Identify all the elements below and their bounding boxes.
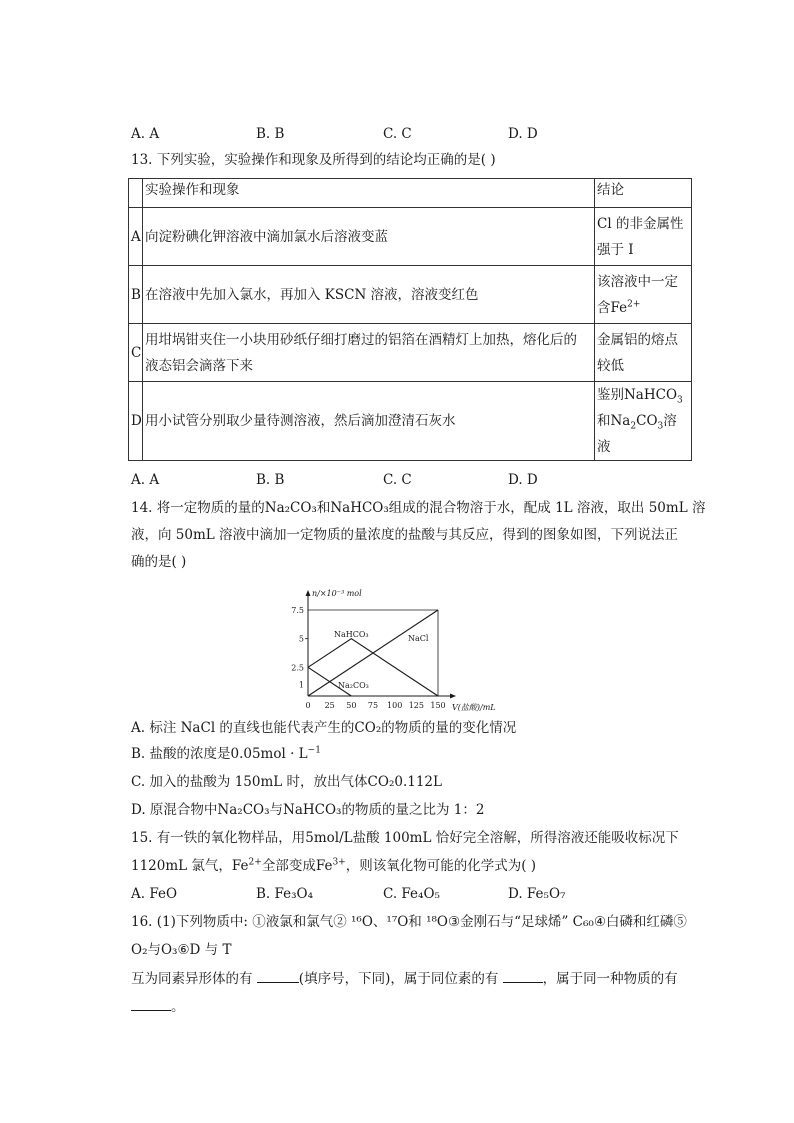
conclusion-line: 含$Fe^{2+}$ [597, 299, 641, 316]
q12-option-a[interactable]: A. A [131, 126, 160, 142]
x-axis-label: V(盐酸)/mL [452, 703, 496, 712]
chart-ticks [291, 606, 445, 710]
x-tick-label: 125 [408, 701, 424, 710]
q13-stem: 13. 下列实验，实验操作和现象及所得到的结论均正确的是( ) [131, 152, 496, 168]
conclusion-line: 较低 [597, 357, 624, 374]
row-operation: 在溶液中先加入氯水，再加入 KSCN 溶液，溶液变红色 [143, 266, 595, 324]
q12-option-d[interactable]: D. D [508, 126, 538, 142]
q15-text-c: ，则该氧化物可能的化学式为( ) [345, 858, 537, 874]
row-operation: 向淀粉碘化钾溶液中滴加氯水后溶液变蓝 [143, 208, 595, 266]
series-label-nahco3: NaHCO₃ [334, 630, 369, 639]
x-tick-label: 150 [430, 701, 446, 710]
y-axis-arrow [306, 590, 311, 596]
y-tick-label: 1 [298, 680, 304, 690]
x-tick-label: 50 [346, 701, 357, 710]
table-row [129, 324, 692, 382]
x-tick-label: 100 [387, 701, 403, 710]
q16-text-c: ，属于同一种物质的有 [542, 971, 678, 987]
q13-option-d[interactable]: D. D [508, 472, 538, 488]
row-label: B [129, 266, 143, 324]
conclusion-line: 该溶液中一定 [597, 273, 678, 290]
y-axis-label: n/×10⁻³ mol [312, 589, 362, 598]
x-tick-label: 0 [305, 701, 311, 710]
q14-option-b-text: B. 盐酸的浓度是0.05mol · L [131, 746, 308, 762]
q15-text-a: 1120mL 氯气，Fe [131, 858, 249, 874]
q15-options [131, 884, 691, 904]
table-row [129, 382, 692, 461]
row-conclusion [595, 208, 692, 266]
q16-stem-line1: 16. (1)下列物质中: ①液氯和氯气② ¹⁶O、¹⁷O和 ¹⁸O③金刚石与“足球烯” C₆₀④白磷和红磷⑤ [131, 914, 687, 930]
y-tick-label: 7.5 [291, 606, 304, 615]
x-axis-arrow [450, 694, 456, 699]
q15-stem-line1: 15. 有一铁的氧化物样品，用5mol/L盐酸 100mL 恰好完全溶解，所得溶液还能吸收标况下 [131, 830, 679, 846]
q13-option-c[interactable]: C. C [383, 472, 412, 488]
conclusion-line: 强于 I [597, 241, 634, 258]
header-operation: 实验操作和现象 [143, 179, 595, 208]
conclusion-text: 和Na [597, 413, 631, 429]
table-row [129, 208, 692, 266]
row-label: A [129, 208, 143, 266]
q13-table [128, 178, 692, 461]
row-label: C [129, 324, 143, 382]
q12-option-b[interactable]: B. B [256, 126, 285, 142]
series-line-0 [308, 639, 438, 696]
operation-line: 用坩埚钳夹住一小块用砂纸仔细打磨过的铝箔在酒精灯上加热，熔化后的 [145, 331, 577, 348]
conclusion-line: Cl 的非金属性 [597, 215, 684, 232]
q14-chart [291, 584, 506, 714]
answer-blank-allotropes[interactable] [257, 968, 299, 983]
q13-options [131, 470, 691, 490]
q14-option-c[interactable]: C. 加入的盐酸为 150mL 时，放出气体CO₂0.112L [131, 774, 442, 790]
q14-stem-line2: 液，向 50mL 溶液中滴加一定物质的量浓度的盐酸与其反应，得到的图象如图，下列说法正 [131, 527, 679, 543]
conclusion-line: 金属铝的熔点 [597, 331, 678, 348]
conclusion-line: 鉴别NaHCO$_3$ [597, 387, 683, 406]
q15-text-b: 全部变成Fe [261, 858, 333, 874]
q16-text-d: 。 [171, 999, 185, 1015]
x-tick-label: 75 [367, 701, 379, 710]
q14-option-b[interactable]: B. 盐酸的浓度是$0.05mol \cdot L^{-1}$ [131, 745, 321, 762]
y-tick-label: 5 [298, 634, 304, 644]
q15-stem-line2: 1120mL 氯气，$Fe^{2+}$全部变成$Fe^{3+}$，则该氧化物可能的化学式为( ) [131, 857, 537, 874]
x-tick-label: 25 [324, 701, 335, 710]
table-row [129, 266, 692, 324]
row-operation: 用小试管分别取少量待测溶液，然后滴加澄清石灰水 [143, 382, 595, 461]
row-operation [143, 324, 595, 382]
q15-option-c[interactable]: C. Fe₄O₅ [383, 886, 440, 902]
q12-option-c[interactable]: C. C [383, 126, 412, 142]
operation-line: 液态铝会滴落下来 [145, 357, 253, 374]
y-tick-label: 2.5 [291, 663, 304, 673]
q15-option-b[interactable]: B. Fe₃O₄ [256, 886, 314, 902]
q12-options [131, 124, 691, 144]
answer-blank-isotopes[interactable] [503, 968, 543, 983]
q14-stem-line3: 确的是( ) [131, 554, 187, 570]
q13-option-a[interactable]: A. A [131, 472, 160, 488]
q13-option-b[interactable]: B. B [256, 472, 285, 488]
table-header-row [129, 179, 692, 208]
series-label-na2co3: Na₂CO₃ [338, 681, 369, 690]
chart-axes [305, 590, 456, 699]
q15-option-a[interactable]: A. FeO [131, 886, 178, 902]
answer-blank-same-substance[interactable] [131, 996, 171, 1011]
row-conclusion [595, 266, 692, 324]
row-conclusion [595, 382, 692, 461]
conclusion-text: 含Fe [597, 299, 628, 316]
q16-text-b: (填序号，下同)，属于同位素的有 [298, 971, 503, 987]
q16-text-a: 互为同素异形体的有 [131, 971, 257, 987]
conclusion-text: 鉴别NaHCO [597, 387, 678, 403]
q14-option-a[interactable]: A. 标注 NaCl 的直线也能代表产生的CO₂的物质的量的变化情况 [131, 720, 517, 736]
q14-option-d[interactable]: D. 原混合物中Na₂CO₃与NaHCO₃的物质的量之比为 1：2 [131, 802, 485, 818]
series-label-nacl: NaCl [408, 634, 429, 643]
q16-stem-line4 [131, 996, 185, 1017]
q16-stem-line2: O₂与O₃⑥D 与 T [131, 942, 232, 958]
row-label: D [129, 382, 143, 461]
chart-series [308, 610, 438, 696]
conclusion-line: 和$Na_2CO_3$溶液 [597, 413, 677, 455]
row-conclusion [595, 324, 692, 382]
q15-option-d[interactable]: D. Fe₅O₇ [508, 886, 566, 902]
header-conclusion: 结论 [595, 179, 692, 208]
q16-stem-line3 [131, 968, 678, 989]
q14-stem-line1: 14. 将一定物质的量的Na₂CO₃和NaHCO₃组成的混合物溶于水，配成 1L 溶液，取出 50mL 溶 [131, 500, 706, 516]
